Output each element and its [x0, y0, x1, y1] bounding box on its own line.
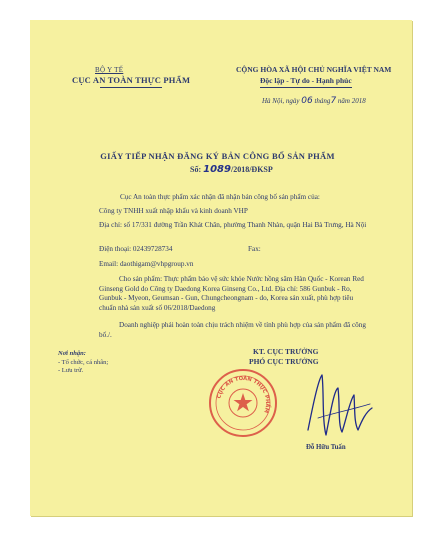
number-value: 1089: [203, 164, 231, 175]
document-number: [190, 164, 273, 175]
date-month-word: tháng: [314, 97, 331, 105]
date-day: 06: [301, 96, 313, 106]
company-phone: Điện thoại: 02439728734: [99, 245, 173, 253]
company-email: Email: daothigam@vhpgroup.vn: [99, 260, 194, 268]
seal-text: CỤC AN TOÀN THỰC PHẨM: [216, 375, 271, 414]
signer-name: Đỗ Hữu Tuấn: [306, 444, 346, 451]
signature-title-1: KT. CỤC TRƯỞNG: [253, 347, 319, 356]
number-prefix: Số:: [190, 165, 202, 174]
recipients-title: Nơi nhận:: [58, 350, 86, 357]
date-prefix: Hà Nội, ngày: [262, 97, 300, 105]
company-fax: Fax:: [248, 245, 261, 253]
document-title: GIẤY TIẾP NHẬN ĐĂNG KÝ BẢN CÔNG BỐ SẢN PHẨM: [100, 151, 335, 161]
company-name: Công ty TNHH xuất nhập khẩu và kinh doanh VHP: [99, 207, 248, 215]
recipient-item: - Lưu trữ.: [58, 367, 84, 374]
republic-heading: CỘNG HÒA XÃ HỘI CHỦ NGHĨA VIỆT NAM: [236, 65, 392, 74]
national-motto: Độc lập - Tự do - Hạnh phúc: [260, 76, 352, 85]
intro-text: Cục An toàn thực phẩm xác nhận đã nhận bản công bố sản phẩm của:: [120, 193, 320, 201]
date-year: năm 2018: [337, 97, 366, 105]
ministry-name: BỘ Y TẾ: [95, 66, 124, 74]
recipient-item: - Tổ chức, cá nhân;: [58, 359, 109, 366]
product-description: Cho sản phẩm: Thực phẩm bảo vệ sức khỏe Nước hồng sâm Hàn Quốc - Korean Red Ginseng Gold do Công ty Daedong Korea Ginseng Co., Ltd. Địa chỉ: 586 Gunbuk - Ro, Gunbuk - Myeon, Geumsan - Gun, Chungcheongnam - do, Korea sản xuất, phù hợp tiêu chuẩn nhà sản xuất số 06/2018/Daedong: [99, 275, 364, 312]
company-address: Địa chỉ: số 17/331 đường Trần Khát Chân, phường Thanh Nhàn, quận Hai Bà Trưng, Hà Nội: [99, 221, 367, 229]
number-suffix: /2018/ĐKSP: [230, 165, 273, 174]
official-seal: [208, 368, 278, 438]
issue-date: [262, 96, 366, 106]
handwritten-signature: [300, 360, 380, 450]
agency-name: CỤC AN TOÀN THỰC PHẨM: [72, 75, 191, 85]
date-month: 7: [330, 96, 337, 106]
signature-title-2: PHÓ CỤC TRƯỞNG: [249, 357, 319, 366]
responsibility-note: Doanh nghiệp phải hoàn toàn chịu trách nhiệm về tính phù hợp của sản phẩm đã công bố./.: [99, 321, 366, 339]
